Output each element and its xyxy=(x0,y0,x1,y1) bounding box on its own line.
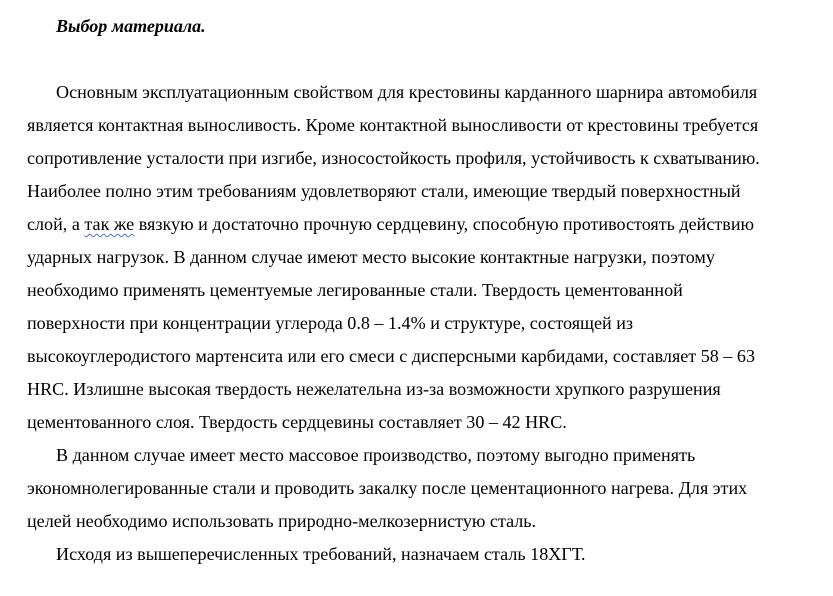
paragraph-line: является контактная выносливость. Кроме контактной выносливости от крестовины требуется xyxy=(27,115,759,135)
paragraph-line: Основным эксплуатационным свойством для крестовины карданного шарнира автомобиля xyxy=(56,82,758,102)
paragraph-line: ударных нагрузок. В данном случае имеют место высокие контактные нагрузки, поэтому xyxy=(27,247,715,267)
section-heading: Выбор материала. xyxy=(56,16,206,36)
paragraph-line: необходимо применять цементуемые легированные стали. Твердость цементованной xyxy=(27,280,683,300)
paragraph-line: целей необходимо использовать природно-мелкозернистую сталь. xyxy=(27,511,537,531)
paragraph-line: цементованного слоя. Твердость сердцевины составляет 30 – 42 HRC. xyxy=(27,412,567,432)
paragraph-line: экономнолегированные стали и проводить закалку после цементационного нагрева. Для этих xyxy=(27,478,748,498)
spellcheck-flagged-word[interactable]: так же xyxy=(84,214,135,234)
paragraph-line xyxy=(27,212,754,236)
paragraph-line: Наиболее полно этим требованиям удовлетворяют стали, имеющие твердый поверхностный xyxy=(27,181,741,201)
paragraph-line: HRC. Излишне высокая твердость нежелательна из-за возможности хрупкого разрушения xyxy=(27,379,721,399)
paragraph-line: В данном случае имеет место массовое производство, поэтому выгодно применять xyxy=(56,445,696,465)
line-text: слой, а xyxy=(27,214,85,234)
paragraph-line: высокоуглеродистого мартенсита или его смеси с дисперсными карбидами, составляет 58 – 63 xyxy=(27,346,756,366)
paragraph-line: поверхности при концентрации углерода 0.8 – 1.4% и структуре, состоящей из xyxy=(27,313,634,333)
paragraph-line: сопротивление усталости при изгибе, износостойкость профиля, устойчивость к схватыванию. xyxy=(27,148,760,168)
line-text: вязкую и достаточно прочную сердцевину, способную противостоять действию xyxy=(134,214,755,234)
paragraph-line: Исходя из вышеперечисленных требований, назначаем сталь 18ХГТ. xyxy=(56,544,586,564)
